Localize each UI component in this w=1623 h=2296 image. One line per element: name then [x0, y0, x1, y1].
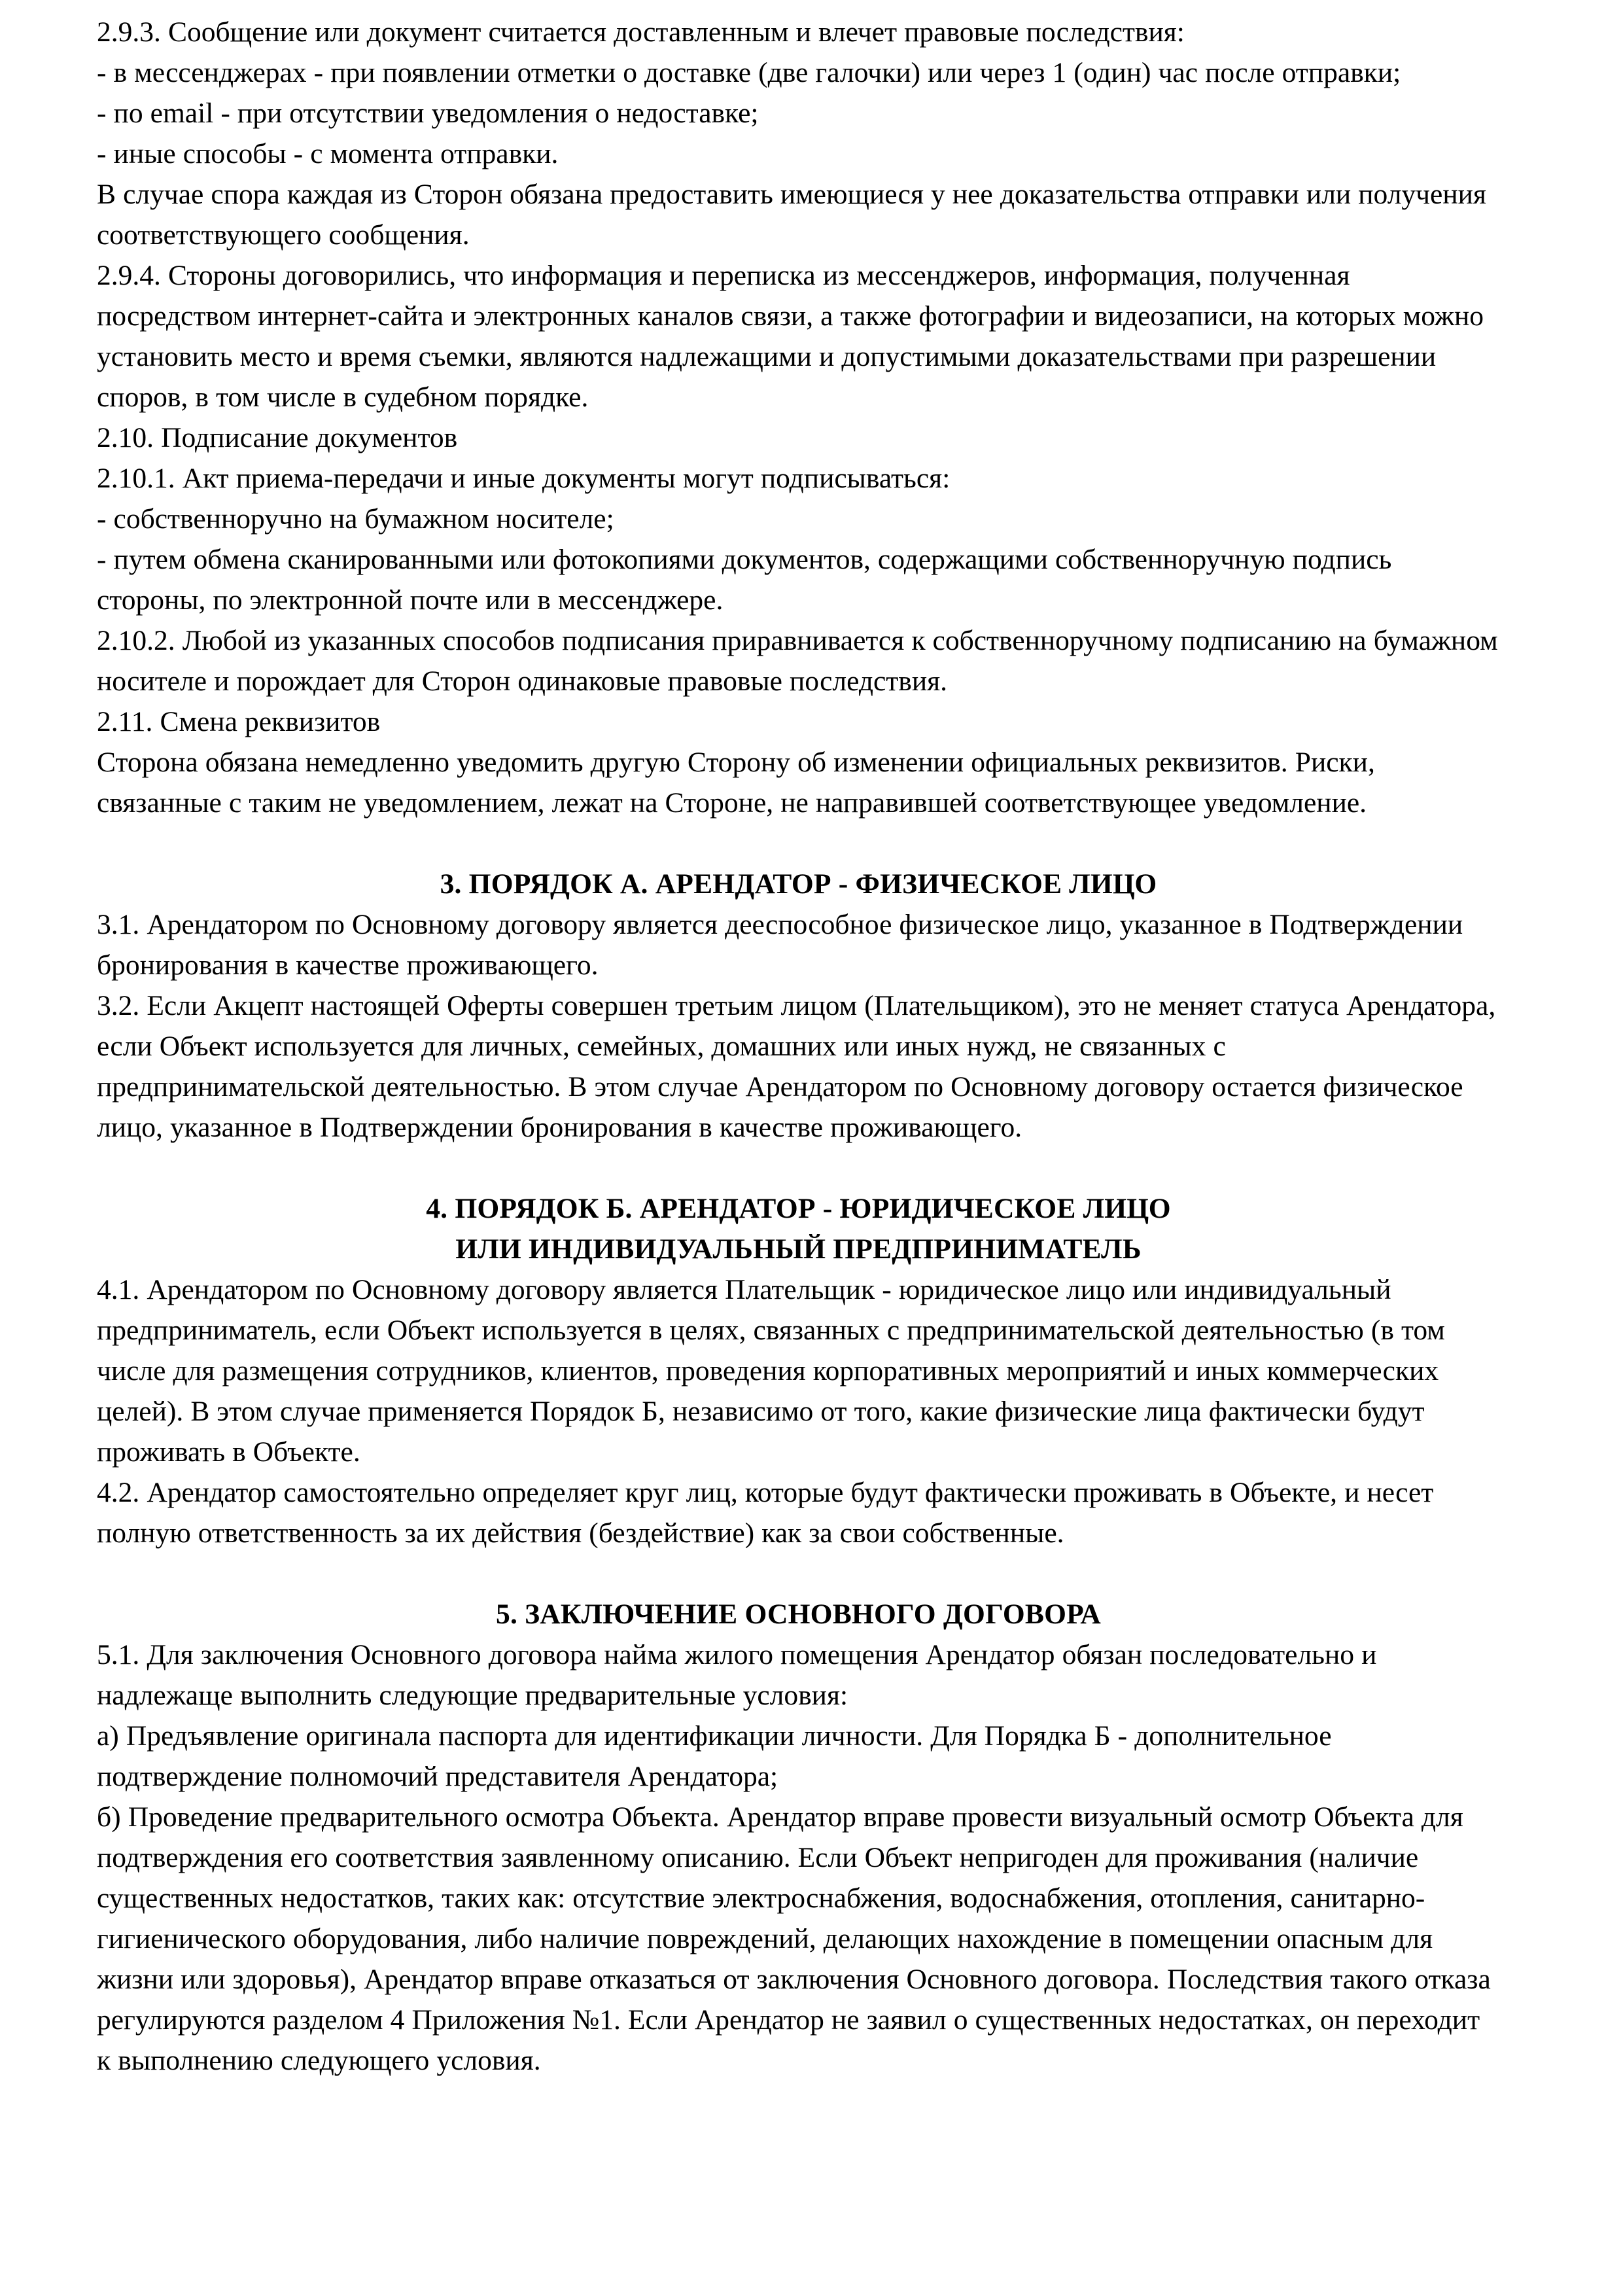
paragraph-clause-2-9-3-item-messengers: - в мессенджерах - при появлении отметки о доставке (две галочки) или через 1 (один) час после отправки; [97, 57, 1401, 88]
paragraph-clause-2-10-title: 2.10. Подписание документов [97, 422, 458, 453]
section-5-heading: 5. ЗАКЛЮЧЕНИЕ ОСНОВНОГО ДОГОВОРА [496, 1598, 1101, 1630]
paragraph-clause-5-1-item-b: б) Проведение предварительного осмотра Объекта. Арендатор вправе провести визуальный осмотр Объекта для подтверждения его соответствия заявленному описанию. Если Объект непригоден для проживания (наличие существенных недостатков, таких как: отсутствие электроснабжения, водоснабжения, отопления, санитарно-гигиенического оборудования, либо наличие повреждений, делающих нахождение в помещении опасным для жизни или здоровья), Арендатор вправе отказаться от заключения Основного договора. Последствия такого отказа регулируются разделом 4 Приложения №1. Если Арендатор не заявил о существенных недостатках, он переходит к выполнению следующего условия. [97, 1801, 1491, 2076]
paragraph-clause-2-9-3: 2.9.3. Сообщение или документ считается доставленным и влечет правовые последствия: [97, 16, 1185, 48]
paragraph-clause-2-10-1: 2.10.1. Акт приема-передачи и иные документы могут подписываться: [97, 463, 951, 494]
paragraph-clause-4-1: 4.1. Арендатором по Основному договору является Плательщик - юридическое лицо или индивидуальный предприниматель, если Объект используется в целях, связанных с предпринимательской деятельностью (в том числе для размещения сотрудников, клиентов, проведения корпоративных мероприятий и иных коммерческих целей). В этом случае применяется Порядок Б, независимо от того, какие физические лица фактически будут проживать в Объекте. [97, 1274, 1445, 1468]
spacer-before-section-4 [97, 1148, 1500, 1188]
section-3-heading: 3. ПОРЯДОК А. АРЕНДАТОР - ФИЗИЧЕСКОЕ ЛИЦО [440, 868, 1157, 900]
paragraph-clause-2-10-1-item-scan: - путем обмена сканированными или фотокопиями документов, содержащими собственноручную подпись стороны, по электронной почте или в мессенджере. [97, 544, 1392, 616]
paragraph-clause-4-2: 4.2. Арендатор самостоятельно определяет круг лиц, которые будут фактически проживать в Объекте, и несет полную ответственность за их действия (бездействие) как за свои собственные. [97, 1477, 1434, 1549]
paragraph-clause-5-1: 5.1. Для заключения Основного договора найма жилого помещения Арендатор обязан последовательно и надлежаще выполнить следующие предварительные условия: [97, 1639, 1377, 1711]
paragraph-clause-3-1: 3.1. Арендатором по Основному договору является дееспособное физическое лицо, указанное в Подтверждении бронирования в качестве проживающего. [97, 909, 1463, 981]
paragraph-clause-2-10-1-item-handwritten: - собственноручно на бумажном носителе; [97, 503, 614, 535]
paragraph-clause-2-9-3-item-other: - иные способы - с момента отправки. [97, 138, 559, 169]
paragraph-clause-2-9-3-dispute-evidence: В случае спора каждая из Сторон обязана предоставить имеющиеся у нее доказательства отправки или получения соответствующего сообщения. [97, 179, 1486, 251]
paragraph-clause-2-10-2: 2.10.2. Любой из указанных способов подписания приравнивается к собственноручному подписанию на бумажном носителе и порождает для Сторон одинаковые правовые последствия. [97, 625, 1498, 697]
paragraph-clause-5-1-item-a: а) Предъявление оригинала паспорта для идентификации личности. Для Порядка Б - дополнительное подтверждение полномочий представителя Арендатора; [97, 1720, 1332, 1792]
paragraph-clause-2-11-body: Сторона обязана немедленно уведомить другую Сторону об изменении официальных реквизитов. Риски, связанные с таким не уведомлением, лежат на Стороне, не направившей соответствующее уведомление. [97, 747, 1375, 819]
paragraph-clause-2-9-4: 2.9.4. Стороны договорились, что информация и переписка из мессенджеров, информация, полученная посредством интернет-сайта и электронных каналов связи, а также фотографии и видеозаписи, на которых можно установить место и время съемки, являются надлежащими и допустимыми доказательствами при разрешении споров, в том числе в судебном порядке. [97, 260, 1484, 413]
spacer-before-section-5 [97, 1553, 1500, 1594]
paragraph-clause-2-11-title: 2.11. Смена реквизитов [97, 706, 381, 737]
section-4-heading-line-2: ИЛИ ИНДИВИДУАЛЬНЫЙ ПРЕДПРИНИМАТЕЛЬ [455, 1233, 1142, 1265]
paragraph-clause-2-9-3-item-email: - по email - при отсутствии уведомления о недоставке; [97, 97, 759, 129]
document-body [97, 12, 1500, 2081]
section-4-heading-line-1: 4. ПОРЯДОК Б. АРЕНДАТОР - ЮРИДИЧЕСКОЕ ЛИЦО [426, 1193, 1171, 1224]
spacer-before-section-3 [97, 823, 1500, 864]
paragraph-clause-3-2: 3.2. Если Акцепт настоящей Оферты совершен третьим лицом (Плательщиком), это не меняет статуса Арендатора, если Объект используется для личных, семейных, домашних или иных нужд, не связанных с предпринимательской деятельностью. В этом случае Арендатором по Основному договору остается физическое лицо, указанное в Подтверждении бронирования в качестве проживающего. [97, 990, 1496, 1143]
